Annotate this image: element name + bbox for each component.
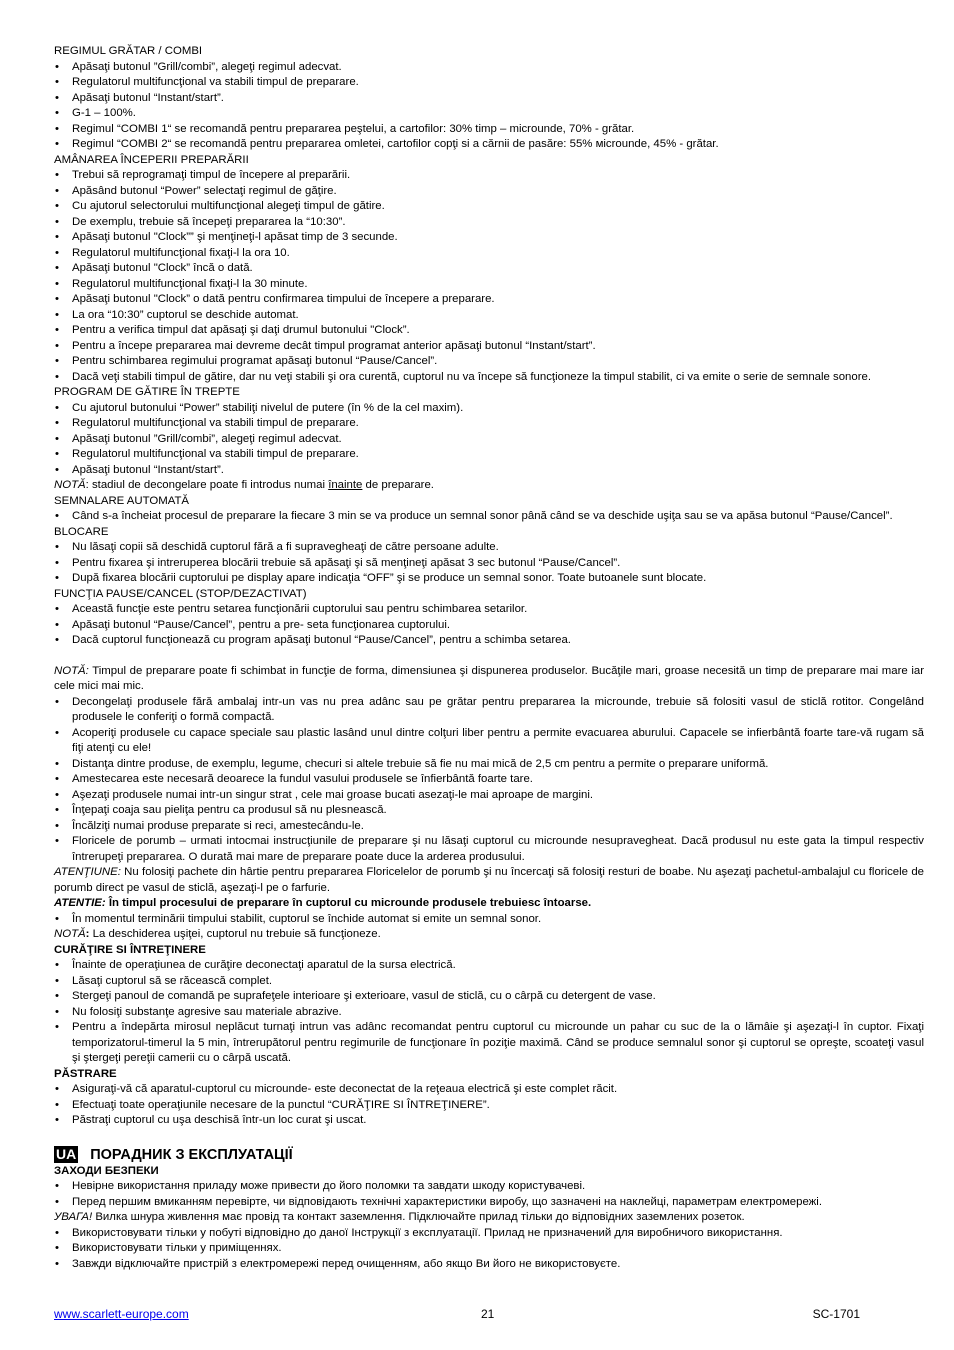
list-item: • Nu folosiţi substanţe agresive sau materiale abrazive. <box>54 1005 924 1021</box>
section-heading-safety: ЗАХОДИ БЕЗПЕКИ <box>54 1164 159 1177</box>
caution-label: ATENŢIUNE: <box>54 866 121 878</box>
underlined-word: înainte <box>328 479 363 491</box>
language-badge: UA <box>56 1146 77 1162</box>
list-item: • Regimul “COMBI 1“ se recomandă pentru prepararea peştelui, a cartofilor: 30% timp – microunde, 70% - grătar. <box>54 122 924 138</box>
spacer <box>54 649 924 664</box>
website-link[interactable]: www.scarlett-europe.com <box>54 1307 189 1321</box>
note-label: NOTĂ <box>54 479 86 491</box>
list-item: • Dacă veţi stabili timpul de gătire, dar nu veţi stabili şi ora curentă, cuptorul nu va începe să funcţioneze la timpul stabilit, ci va emite o serie de semnale sonore. <box>54 370 924 386</box>
list-item: • Înţepaţi coaja sau pieliţa pentru ca produsul să nu plesnească. <box>54 803 924 819</box>
end-list <box>54 912 924 928</box>
list-item: • Efectuaţi toate operaţiunile necesare de la punctul “CURĂŢIRE SI ÎNTREŢINERE”. <box>54 1098 924 1114</box>
attention-label: ATENTIE: <box>54 897 106 909</box>
section-heading-signal: SEMNALARE AUTOMATĂ <box>54 494 190 507</box>
list-item: • Apăsaţi butonul "Clock” încă o dată. <box>54 261 924 277</box>
delay-list <box>54 168 924 385</box>
list-item: • În momentul terminării timpului stabilit, cuptorul se închide automat si emite un semnal sonor. <box>54 912 924 928</box>
list-item: • Distanţa dintre produse, de exemplu, legume, checuri si altele trebuie să fie nu mai mică de 2,5 cm pentru a permite o preparare uniformă. <box>54 757 924 773</box>
list-item: • Regulatorul multifuncţional va stabili timpul de preparare. <box>54 75 924 91</box>
note-label: NOTĂ <box>54 928 86 940</box>
attention-paragraph: ATENTIE: În timpul procesului de preparare în cuptorul cu microunde produsele trebuiesc întoarse. <box>54 897 592 909</box>
list-item: • Acoperiţi produsele cu capace speciale sau plastic lasând unul dintre colţuri liber pentru a permite evacuarea aburului. Capacele se infierbântă foarte tare-vă rugam să fiţi atenţi cu ele! <box>54 726 924 757</box>
list-item: • Când s-a încheiat procesul de preparare la fiecare 3 min se va produce un semnal sonor până când se va deschide uşiţa sau se va apăsa butonul “Pause/Cancel”. <box>54 509 924 525</box>
pause-list <box>54 602 924 649</box>
section-heading-delay: AMÂNAREA ÎNCEPERII PREPARĂRII <box>54 153 249 166</box>
ua-section-header <box>54 1146 924 1164</box>
section-heading-pause: FUNCŢIA PAUSE/CANCEL (STOP/DEZACTIVAT) <box>54 587 307 600</box>
list-item: • Завжди відключайте пристрій з електромережі перед очищенням, або якщо Ви його не використовуєте. <box>54 1257 924 1273</box>
cleaning-list <box>54 958 924 1067</box>
list-item: • La ora “10:30” cuptorul se deschide automat. <box>54 308 924 324</box>
list-item: • Această funcţie este pentru setarea funcţionării cuptorului sau pentru schimbarea setarilor. <box>54 602 924 618</box>
list-item: • Cu ajutorul selectorului multifuncţional alegeţi timpul de gătire. <box>54 199 924 215</box>
ua-safety-list <box>54 1179 924 1210</box>
list-item: • Regulatorul multifuncţional fixaţi-l la ora 10. <box>54 246 924 262</box>
list-item: • Regimul “COMBI 2“ se recomandă pentru prepararea omletei, cartofilor copţi si a cărnii de pasăre: 55% мicrounde, 45% - grătar. <box>54 137 924 153</box>
list-item: • Apăsaţi butonul “Pause/Cancel”, pentru a pre- seta funcţionarea cuptorului. <box>54 618 924 634</box>
list-item: • G-1 – 100%. <box>54 106 924 122</box>
list-item: • Apăsaţi butonul "Clock” o dată pentru confirmarea timpului de începere a preparare. <box>54 292 924 308</box>
note-label: NOTĂ: <box>54 664 89 677</box>
list-item: • Невірне використання приладу може привести до його поломки та завдати шкоду користувачеві. <box>54 1179 924 1195</box>
warning-label: УВАГА! <box>54 1211 93 1223</box>
lock-list <box>54 540 924 587</box>
caution-paragraph: ATENŢIUNE: Nu folosiţi pachete din hârtie pentru prepararea Floricelelor de porumb şi nu încercaţi să folosiţi resturi de boabe. Nu aşezaţi pachetul-ambalajul cu floricele de porumb direct pe vasul de sticlă, aşezaţi-l pe o farfurie. <box>54 866 924 894</box>
list-item: • Apăsaţi butonul “Instant/start”. <box>54 91 924 107</box>
document-body <box>54 44 924 1272</box>
list-item: • Перед першим вмиканням перевірте, чи відповідають технічні характеристики виробу, що зазначені на наклейці, параметрам електромережі. <box>54 1195 924 1211</box>
list-item: • Înainte de operaţiunea de curăţire deconectaţi aparatul de la sursa electrică. <box>54 958 924 974</box>
ua-usage-list <box>54 1226 924 1273</box>
list-item: • De exemplu, trebuie să începeţi prepararea la “10:30”. <box>54 215 924 231</box>
list-item: • După fixarea blocării cuptorului pe display apare indicaţia “OFF” şi se produce un semnal sonor. Toate butoanele sunt blocate. <box>54 571 924 587</box>
model-number: SC-1701 <box>812 1307 860 1321</box>
list-item: • Використовувати тільки у побуті відповідно до даної Інструкції з експлуатації. Прилад не призначений для виробничого використання. <box>54 1226 924 1242</box>
ua-title: ПОРАДНИК З ЕКСПЛУАТАЦІЇ <box>90 1146 293 1163</box>
list-item: • Pentru a verifica timpul dat apăsaţi şi daţi drumul butonului "Clock”. <box>54 323 924 339</box>
list-item: • Apăsaţi butonul ”Grill/combi”, alegeţi regimul adecvat. <box>54 60 924 76</box>
list-item: • Apăsaţi butonul “Instant/start”. <box>54 463 924 479</box>
preparation-note: NOTĂ: Timpul de preparare poate fi schimbat in funcţie de forma, dimensiunea şi dispunerea produselor. Bucăţile mari, groase necesită un timp de preparare mai mare iar cele mici mai mic. <box>54 664 924 692</box>
list-item: • Pentru a îndepărta mirosul neplăcut turnaţi intrun vas adânc recomandat pentru cuptorul cu microunde un pahar cu suc de la o lămâie şi aşezaţi-l în cuptor. Fixaţi temporizatorul-timerul la 5 min, întrerupătorul pentru regimurile de funcţionare în poziţie maximă. Când se produce semnalul sonor şi cuptorul se opreşte, scoateţi vasul şi ştergeţi pereţii camerii cu o cârpă uscată. <box>54 1020 924 1067</box>
list-item: • Decongelaţi produsele fără ambalaj intr-un vas nu prea adânc sau pe grătar pentru prepararea la microunde, trebuie să folositi vasul de sticlă rotitor. Congelând produsele le conferiţi o formă compactă. <box>54 695 924 726</box>
list-item: • Asiguraţi-vă că aparatul-cuptorul cu microunde- este deconectat de la reţeaua electrică şi este complet răcit. <box>54 1082 924 1098</box>
signal-list <box>54 509 924 525</box>
tips-list <box>54 695 924 866</box>
list-item: • Lăsaţi cuptorul să se răcească complet. <box>54 974 924 990</box>
page-footer <box>54 1307 860 1323</box>
list-item: • Apăsând butonul “Power” selectaţi regimul de găţire. <box>54 184 924 200</box>
list-item: • Pentru schimbarea regimului programat apăsaţi butonul “Pause/Cancel”. <box>54 354 924 370</box>
list-item: • Încălziţi numai produse preparate si reci, amestecându-le. <box>54 819 924 835</box>
list-item: • Păstraţi cuptorul cu uşa deschisă într-un loc curat şi uscat. <box>54 1113 924 1129</box>
storage-list <box>54 1082 924 1129</box>
door-note: NOTĂ: La deschiderea uşiţei, cuptorul nu trebuie să funcţioneze. <box>54 928 381 940</box>
list-item: • Amestecarea este necesară deoarece la fundul vasului produsele se înfierbântă foarte tare. <box>54 772 924 788</box>
list-item: • Apăsaţi butonul ”Grill/combi”, alegeţi regimul adecvat. <box>54 432 924 448</box>
list-item: • Regulatorul multifuncţional va stabili timpul de preparare. <box>54 447 924 463</box>
ua-warning: УВАГА! Вилка шнура живлення має провід та контакт заземлення. Підключайте прилад тільки до відповідних заземлених розеток. <box>54 1211 745 1223</box>
list-item: • Floricele de porumb – urmati intocmai instrucţiunile de preparare şi nu lăsaţi cuptorul cu microunde nesupravegheat. Dacă produsul nu este gata la timpul respectiv întrerupeţi prepararea. O durată mai mare de preparare poate duce la arderea produsului. <box>54 834 924 865</box>
section-heading-stages: PROGRAM DE GĂTIRE ÎN TREPTE <box>54 386 240 398</box>
section-heading-grill: REGIMUL GRĂTAR / COMBI <box>54 45 203 57</box>
stages-list <box>54 401 924 479</box>
grill-list <box>54 60 924 153</box>
list-item: • Regulatorul multifuncţional va stabili timpul de preparare. <box>54 416 924 432</box>
list-item: • Nu lăsaţi copii să deschidă cuptorul fără a fi supravegheaţi de către persoane adulte. <box>54 540 924 556</box>
list-item: • Trebui să reprogramaţi timpul de începere al preparării. <box>54 168 924 184</box>
section-heading-storage: PĂSTRARE <box>54 1067 117 1080</box>
section-heading-cleaning: CURĂŢIRE SI ÎNTREŢINERE <box>54 943 206 956</box>
stages-note: NOTĂ: stadiul de decongelare poate fi introdus numai înainte de preparare. <box>54 479 434 491</box>
list-item: • Cu ajutorul butonului “Power” stabiliţi nivelul de putere (în % de la cel maxim). <box>54 401 924 417</box>
section-heading-lock: BLOCARE <box>54 525 109 538</box>
list-item: • Regulatorul multifuncţional fixaţi-l la 30 minute. <box>54 277 924 293</box>
list-item: • Dacă cuptorul funcţionează cu program apăsaţi butonul “Pause/Cancel”, pentru a schimba setarea. <box>54 633 924 649</box>
list-item: • Pentru fixarea şi intreruperea blocării trebuie să apăsaţi şi să menţineţi apăsat 3 sec butonul “Pause/Cancel”. <box>54 556 924 572</box>
list-item: • Apăsaţi butonul "Clock”” şi menţineţi-l apăsat timp de 3 secunde. <box>54 230 924 246</box>
list-item: • Stergeţi panoul de comandă pe suprafeţele interioare şi exterioare, vasul de sticlă, cu o cârpă cu detergent de vase. <box>54 989 924 1005</box>
list-item: • Pentru a începe prepararea mai devreme decât timpul programat anterior apăsaţi butonul “Instant/start”. <box>54 339 924 355</box>
list-item: • Використовувати тільки у приміщеннях. <box>54 1241 924 1257</box>
page-number: 21 <box>481 1307 495 1321</box>
list-item: • Aşezaţi produsele numai intr-un singur strat , cele mai groase bucati asezaţi-le mai aproape de margini. <box>54 788 924 804</box>
